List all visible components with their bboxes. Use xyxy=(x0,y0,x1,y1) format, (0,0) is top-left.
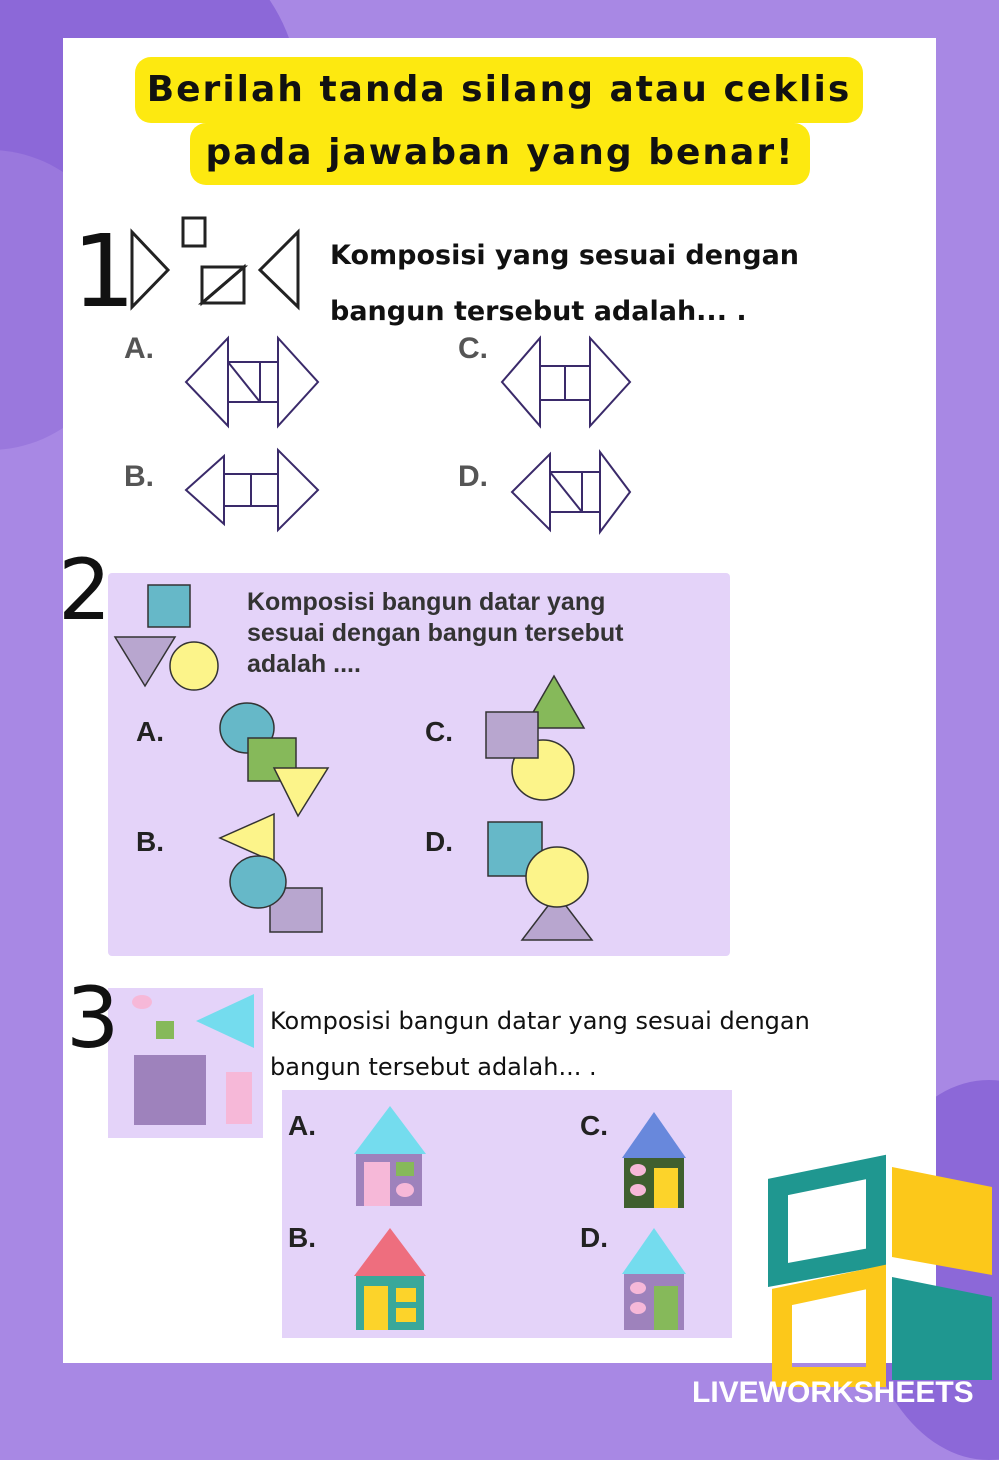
question-2-text-line-1: Komposisi bangun datar yang xyxy=(247,588,606,616)
question-1-text-line-1: Komposisi yang sesuai dengan xyxy=(330,240,800,271)
question-2-text-line-3: adalah .... xyxy=(247,650,361,678)
question-2-number: 2 xyxy=(58,541,112,639)
question-1-option-d-figure[interactable] xyxy=(510,450,640,534)
question-2-option-d-figure[interactable] xyxy=(486,820,596,945)
question-1-number: 1 xyxy=(72,213,136,330)
question-2-text-line-2: sesuai dengan bangun tersebut xyxy=(247,619,624,647)
question-3-option-c-house-figure[interactable] xyxy=(620,1110,688,1210)
question-3-shapes-figure xyxy=(108,988,263,1138)
worksheet-title-line-2: pada jawaban yang benar! xyxy=(190,123,810,185)
question-3-option-a-label[interactable]: A. xyxy=(288,1110,316,1141)
question-1-option-c-figure[interactable] xyxy=(500,336,640,428)
question-2-option-b-label[interactable]: B. xyxy=(136,826,164,857)
question-3-option-c-label[interactable]: C. xyxy=(580,1110,608,1141)
question-2-shapes-figure xyxy=(112,582,227,692)
question-1-option-c-label[interactable]: C. xyxy=(458,332,488,365)
worksheet-title-line-1: Berilah tanda silang atau ceklis xyxy=(135,57,863,123)
question-1-shapes-figure xyxy=(120,215,310,315)
question-1-option-b-label[interactable]: B. xyxy=(124,460,154,493)
question-1-option-a-label[interactable]: A. xyxy=(124,332,154,365)
question-3-option-d-house-figure[interactable] xyxy=(620,1226,688,1332)
question-1-text-line-2: bangun tersebut adalah... . xyxy=(330,296,747,327)
question-3-number: 3 xyxy=(66,969,120,1067)
question-1-option-b-figure[interactable] xyxy=(184,450,324,530)
question-3-text xyxy=(270,998,810,1090)
question-2-option-a-label[interactable]: A. xyxy=(136,716,164,747)
question-1-text xyxy=(330,228,799,340)
question-2-option-b-figure[interactable] xyxy=(216,812,331,937)
liveworksheets-logo-icon xyxy=(772,1165,999,1380)
question-3-option-d-label[interactable]: D. xyxy=(580,1222,608,1253)
question-3-option-b-label[interactable]: B. xyxy=(288,1222,316,1253)
question-2-option-d-label[interactable]: D. xyxy=(425,826,453,857)
question-1-option-d-label[interactable]: D. xyxy=(458,460,488,493)
question-2-text xyxy=(247,587,623,680)
question-2-option-c-label[interactable]: C. xyxy=(425,716,453,747)
liveworksheets-logo-text: LIVEWORKSHEETS xyxy=(692,1376,974,1409)
question-3-text-line-1: Komposisi bangun datar yang sesuai dengan xyxy=(270,1007,810,1035)
question-3-option-a-house-figure[interactable] xyxy=(352,1104,428,1208)
question-2-option-a-figure[interactable] xyxy=(218,700,333,820)
question-3-option-b-house-figure[interactable] xyxy=(352,1226,428,1332)
question-1-option-a-figure[interactable] xyxy=(184,336,324,428)
question-3-text-line-2: bangun tersebut adalah... . xyxy=(270,1053,597,1081)
question-2-option-c-figure[interactable] xyxy=(484,674,589,804)
